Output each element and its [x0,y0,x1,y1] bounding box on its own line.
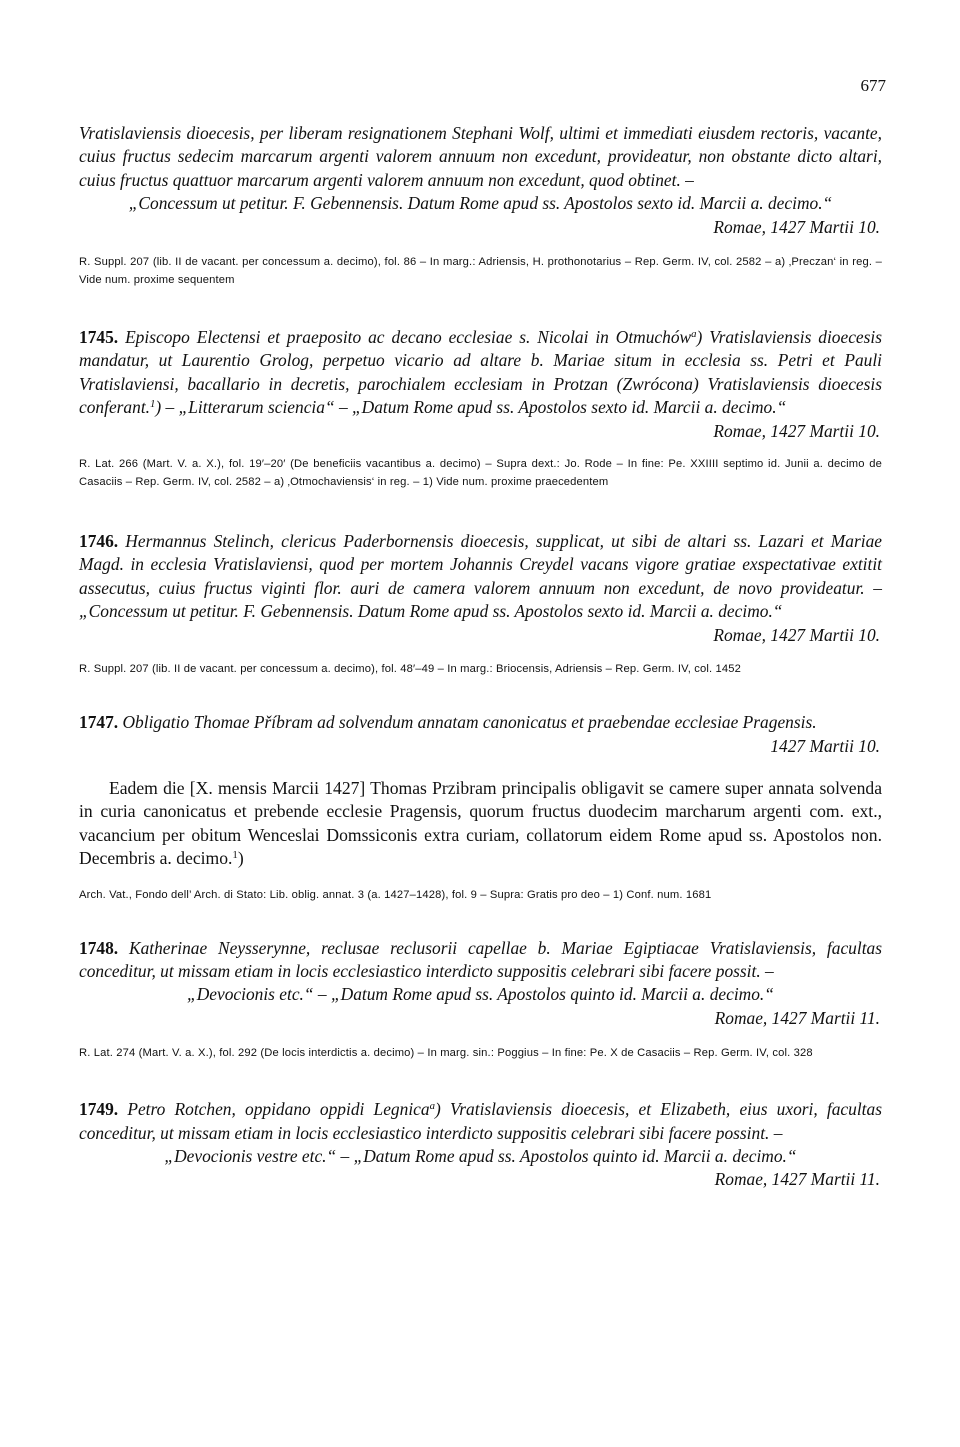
entry-date: Romae, 1427 Martii 10. [713,624,880,645]
footnote: R. Lat. 274 (Mart. V. a. X.), fol. 292 (De locis interdictis a. decimo) – In marg. sin.: Poggius – In fine: Pe. X de Casaciis – Rep. Germ. IV, col. 328 [79,1047,813,1060]
entry-text: 1746. Hermannus Stelinch, clericus Paderbornensis dioecesis, supplicat, ut sibi de altari ss. Lazari et Mariae Magd. in ecclesia Vratislaviensi, quod per mortem Johannis Creydel vacans vigore gratiae exspectativae extitit assecutus, cuius fructus viginti flor. auri de camera valorem annuum non excedunt, de novo provideatur. – „Concessum ut petitur. F. Gebennensis. Datum Rome apud ss. Apostolos sexto id. Marcii a. decimo.“ [79,531,882,622]
entry-text: Vratislaviensis dioecesis, per liberam resignationem Stephani Wolf, ultimi et immediati eiusdem rectoris, vacante, cuius fructus sedecim marcarum argenti valorem annuum non excedunt, provideatur, non obstante dicto altari, cuius fructus quattuor marcarum argenti valorem annuum non excedunt, quod obtinet. – [79,123,882,190]
entry-number: 1746. [79,531,119,552]
entry-body: Eadem die [X. mensis Marcii 1427] Thomas Przibram principalis obligavit se camere super annata solvenda in curia canonicatus et prebende ecclesie Pragensis, quorum fructus duodecim marcharum argenti com. ext., vacancium per obitum Wenceslai Domssiconis extra curiam, collatorum eidem Rome apud ss. Apostolos non. Decembris a. decimo.$^1$) [79,777,882,869]
entry-date: Romae, 1427 Martii 11. [714,1007,880,1028]
entry-date: 1427 Martii 10. [770,735,880,756]
footnote: R. Suppl. 207 (lib. II de vacant. per concessum a. decimo), fol. 86 – In marg.: Adriensis, H. prothonotarius – Rep. Germ. IV, col. 2582 – a) ‚Preczan‘ in reg. – Vide num. proxime sequentem [79,256,882,287]
entry-1748 [79,937,882,1063]
entry-text: 1749. Petro Rotchen, oppidano oppidi Legnica$^a$) Vratislaviensis dioecesis, et Elizabeth, eius uxori, facultas conceditur, ut missam etiam in locis ecclesiastico interdicto suppositis celebrari sibi facere possint. – [79,1099,882,1143]
entry-text: 1748. Katherinae Neysserynne, reclusae reclusorii capellae b. Mariae Egiptiacae Vratislaviensis, facultas conceditur, ut missam etiam in locis ecclesiastico interdicto suppositis celebrari sibi facere possit. – [79,937,883,981]
footnote: R. Suppl. 207 (lib. II de vacant. per concessum a. decimo), fol. 48′–49 – In marg.: Briocensis, Adriensis – Rep. Germ. IV, col. 1452 [79,663,741,676]
page-number: 677 [860,76,886,95]
entry-date: Romae, 1427 Martii 10. [713,420,880,441]
footnote-mark: 1 [150,398,156,411]
entry-continuation [79,122,882,289]
entry-date: Romae, 1427 Martii 11. [714,1169,880,1190]
entry-1749 [79,1098,882,1192]
entry-date: Romae, 1427 Martii 10. [713,216,880,237]
entry-number: 1747. [79,712,119,733]
page-content [79,122,882,1192]
entry-1746 [79,530,882,678]
entry-number: 1745. [79,327,119,348]
entry-closing: „Devocionis vestre etc.“ – „Datum Rome apud ss. Apostolos quinto id. Marcii a. decimo.“ [164,1145,797,1166]
entry-text: 1745. Episcopo Electensi et praeposito ac decano ecclesiae s. Nicolai in Otmuchów$^a$) Vratislaviensis dioecesis mandatur, ut Laurentio Grolog, perpetuo vicario ad altare b. Mariae situm in ecclesia ss. Petri et Pauli Vratislaviensi, bacallario in decretis, parochialem ecclesiam in Protzan (Zwrócona) Vratislaviensis dioecesis conferant.$^1$) – „Litterarum sciencia“ – „Datum Rome apud ss. Apostolos sexto id. Marcii a. decimo.“ [79,327,882,418]
entry-closing: „Concessum ut petitur. F. Gebennensis. Datum Rome apud ss. Apostolos sexto id. Marcii a. decimo.“ [128,193,833,214]
footnote-mark: a [691,328,697,341]
entry-number: 1749. [79,1099,119,1120]
entry-number: 1748. [79,937,119,958]
entry-text: 1747. Obligatio Thomae Příbram ad solvendum annatam canonicatus et praebendae ecclesiae Pragensis. [79,712,817,733]
footnote: Arch. Vat., Fondo dell’ Arch. di Stato: Lib. oblig. annat. 3 (a. 1427–1428), fol. 9 – Supra: Gratis pro deo – 1) Conf. num. 1681 [79,888,712,901]
entry-1745 [79,326,882,491]
footnote: R. Lat. 266 (Mart. V. a. X.), fol. 19′–20′ (De beneficiis vacantibus a. decimo) – Supra dext.: Jo. Rode – In fine: Pe. XXIIII septimo id. Junii a. decimo de Casaciis – Rep. Germ. IV, col. 2582 – a) ‚Otmochaviensis‘ in reg. – 1) Vide num. proxime praecedentem [79,458,882,489]
footnote-mark: a [429,1100,435,1113]
entry-1747 [79,711,882,903]
entry-closing: „Devocionis etc.“ – „Datum Rome apud ss. Apostolos quinto id. Marcii a. decimo.“ [187,984,774,1005]
footnote-mark: 1 [232,849,238,862]
